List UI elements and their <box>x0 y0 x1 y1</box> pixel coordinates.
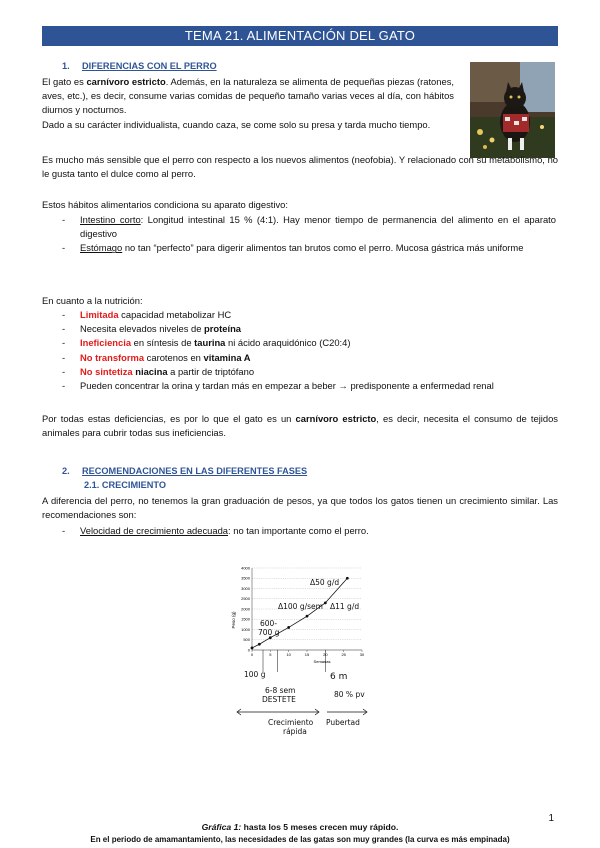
x-axis-label: Semanas <box>313 659 331 664</box>
annotation-d2: Δ100 g/sem <box>278 602 323 611</box>
nutri-red-3: No transforma <box>80 351 145 363</box>
intro-p1-a: El gato es <box>42 76 87 87</box>
nutri-a-5: Pueden concentrar la orina y tardan más en empezar a beber → predisponente a enfermedad renal <box>80 380 494 392</box>
y-tick-label: 1500 <box>241 616 250 622</box>
section-2-heading <box>62 464 307 478</box>
y-tick-label: 2000 <box>241 606 250 612</box>
conclusion-c: , es decir, necesita el consumo de tejidos animales para cubrir todas sus ineficiencias. <box>42 413 558 439</box>
intro-p1-c: . Además, en la naturaleza se alimenta de pequeñas piezas (ratones, aves, etc.), es decir, consume varias comidas de pequeño tamaño varias veces al día, con hábitos diurnos y nocturnos. <box>42 76 454 116</box>
data-point <box>258 643 261 646</box>
annotation-w1: 600- <box>260 619 278 628</box>
list-item: - Limitada capacidad metabolizar HC <box>62 309 232 320</box>
data-point <box>251 647 254 650</box>
annotation-d3: Δ11 g/d <box>330 602 360 611</box>
nutri-b-2: taurina <box>194 337 226 349</box>
list-item: - Estómago no tan “perfecto” para digerir alimentos tan brutos como el perro. Mucosa gástrica más uniforme <box>62 242 524 254</box>
annotation-growth-a: Crecimiento <box>268 718 314 727</box>
list-item: - Intestino corto: Longitud intestinal 15 % (4:1). Hay menor tiempo de permanencia del alimento en el aparato digestivo <box>62 214 556 240</box>
y-tick-label: 2500 <box>241 596 250 602</box>
section-1-title: DIFERENCIAS CON EL PERRO <box>82 61 217 71</box>
growth-paragraph: A diferencia del perro, no tenemos la gran graduación de pesos, ya que todos los gatos tienen un crecimiento similar. Las recomendaciones son: <box>42 495 558 521</box>
y-tick-label: 500 <box>243 637 250 643</box>
list-item: - Velocidad de crecimiento adecuada: no tan importante como el perro. <box>62 525 369 536</box>
conclusion-a: Por todas estas deficiencias, es por lo que el gato es un <box>42 413 296 424</box>
section-2-title: RECOMENDACIONES EN LAS DIFERENTES FASES <box>82 466 308 476</box>
digest-text-0: : Longitud intestinal 15 % (4:1). Hay menor tiempo de permanencia del alimento en el aparato digestivo <box>80 214 556 240</box>
nutri-red-0: Limitada <box>80 309 119 320</box>
intro-p2: Dado a su carácter individualista, cuando caza, se come solo su presa y tarda mucho tiempo. <box>42 118 431 130</box>
data-point <box>346 577 349 580</box>
neophobia-paragraph: Es mucho más sensible que el perro con respecto a los nuevos alimentos (neofobia). Y relacionado con su metabolismo, no le gusta tanto el dulce como al perro. <box>42 154 558 180</box>
y-tick-label: 4000 <box>241 565 250 571</box>
intro-p1 <box>42 75 454 118</box>
nutri-a-3: carotenos en <box>144 351 204 363</box>
y-tick-label: 0 <box>247 647 250 653</box>
digest-text-1: no tan “perfecto” para digerir alimentos tan brutos como el perro. Mucosa gástrica más uniforme <box>122 242 524 254</box>
list-item: - Necesita elevados niveles de proteína <box>62 323 242 335</box>
data-point <box>306 615 309 618</box>
conclusion-b: carnívoro estricto <box>295 413 377 424</box>
data-point <box>287 626 290 629</box>
page-number: 1 <box>548 813 554 824</box>
annotation-start: 100 g <box>244 670 266 679</box>
x-tick-label: 5 <box>269 652 272 657</box>
nutri-c-4: a partir de triptófano <box>167 365 255 377</box>
nutri-red-2: Ineficiencia <box>80 337 132 349</box>
list-item: - No transforma carotenos en vitamina A <box>62 351 251 363</box>
nutrition-list <box>62 308 556 393</box>
conclusion-paragraph <box>42 412 558 440</box>
nutrition-intro: En cuanto a la nutrición: <box>42 295 143 306</box>
x-tick-label: 15 <box>304 652 310 657</box>
section-2-number: 2. <box>62 466 70 476</box>
y-axis-label: Peso (g) <box>231 611 236 629</box>
nutri-a-1: Necesita elevados niveles de <box>80 323 205 335</box>
nutri-a-2: en síntesis de <box>131 337 195 349</box>
nutri-c-2: ni ácido araquidónico (C20:4) <box>225 337 351 349</box>
y-tick-label: 1000 <box>241 626 250 632</box>
nutri-b-4: niacina <box>135 365 168 377</box>
y-tick-label: 3000 <box>241 585 250 591</box>
section-1-heading <box>62 59 217 73</box>
annotation-growth-b: rápida <box>283 727 307 736</box>
caption-label: Gráfica 1: <box>201 822 242 832</box>
cat-photo <box>470 62 555 158</box>
x-tick-label: 25 <box>341 652 346 657</box>
nutri-b-3: vitamina A <box>203 351 251 363</box>
data-point <box>324 601 327 604</box>
annotation-weaning-b: DESTETE <box>262 695 296 704</box>
annotation-w2: 700 g <box>258 628 280 637</box>
y-tick-label: 3500 <box>241 575 250 581</box>
caption-text: hasta los 5 meses crecen muy rápido. <box>241 822 399 832</box>
x-tick-label: 10 <box>286 652 291 657</box>
figure-caption-line-2: En el periodo de amamantamiento, las necesidades de las gatas son muy grandes (la curva es más empinada) <box>90 835 510 844</box>
nutri-b-1: proteína <box>204 323 242 335</box>
annotation-pv: 80 % pv <box>334 690 365 699</box>
list-item: - Pueden concentrar la orina y tardan más en empezar a beber → predisponente a enfermedad renal <box>62 380 494 392</box>
annotation-puberty: Pubertad <box>326 718 360 727</box>
cat-photo-image <box>470 62 555 158</box>
growth-text: : no tan importante como el perro. <box>228 525 369 536</box>
growth-term: Velocidad de crecimiento adecuada <box>80 525 229 536</box>
list-item: - No sintetiza niacina a partir de triptófano <box>62 365 255 377</box>
digest-term-1: Estómago <box>80 242 123 254</box>
x-tick-label: 30 <box>359 652 365 657</box>
nutri-a-0: capacidad metabolizar HC <box>118 309 232 320</box>
annotation-6m: 6 m <box>330 672 348 682</box>
x-tick-label: 20 <box>323 652 328 657</box>
page-title: TEMA 21. ALIMENTACIÓN DEL GATO <box>42 26 558 46</box>
x-tick-label: 0 <box>250 652 254 657</box>
annotation-d1: Δ50 g/d <box>310 578 340 587</box>
intro-paragraph <box>42 75 454 132</box>
list-item: - Ineficiencia en síntesis de taurina ni ácido araquidónico (C20:4) <box>62 337 351 349</box>
growth-list <box>62 524 556 538</box>
digestive-intro: Estos hábitos alimentarios condiciona su aparato digestivo: <box>42 199 288 210</box>
subsection-2-1-title: 2.1. CRECIMIENTO <box>84 480 167 490</box>
nutri-red-4: No sintetiza <box>80 365 133 377</box>
intro-p1-b: carnívoro estricto <box>86 76 166 87</box>
annotation-weaning-a: 6-8 sem <box>265 686 296 695</box>
digest-term-0: Intestino corto <box>80 214 141 225</box>
section-1-number: 1. <box>62 61 70 71</box>
digestive-list <box>62 213 556 256</box>
